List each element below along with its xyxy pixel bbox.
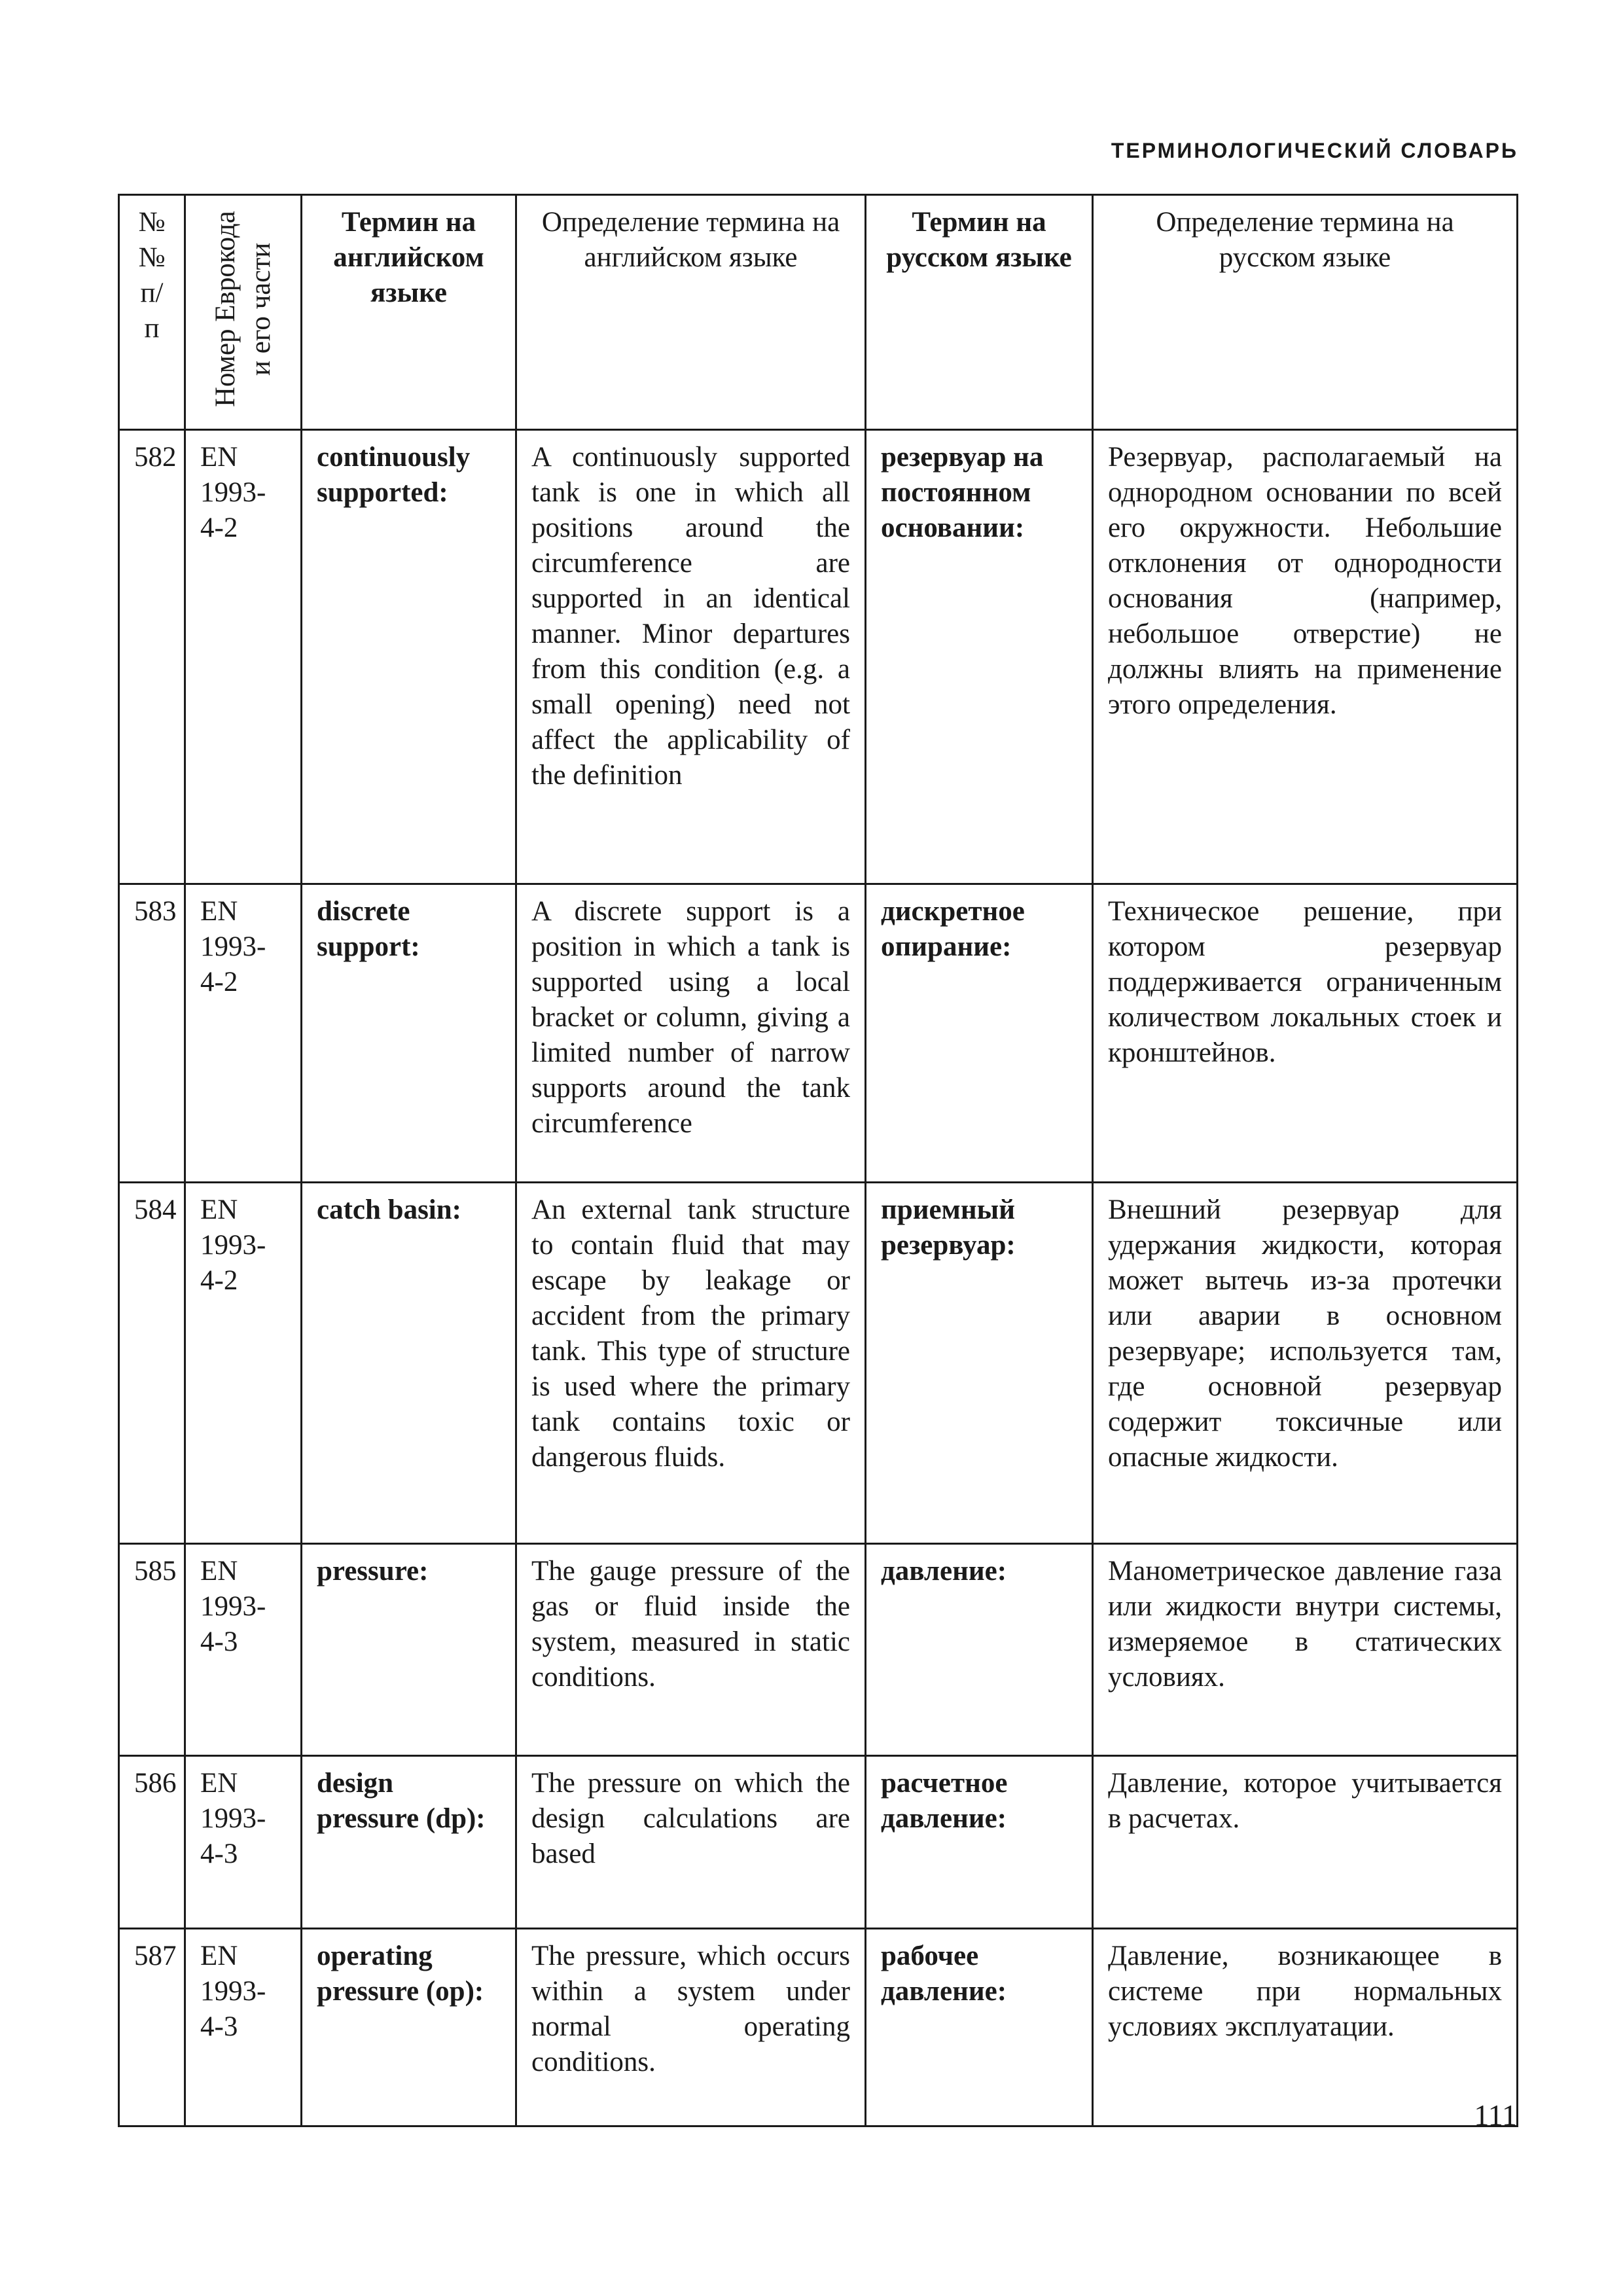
row-eurocode: EN 1993-4-3 [185, 1929, 302, 2126]
row-definition-ru: Внешний резервуар для удержания жидкости, которая может вытечь из-за протечки или аварии в основном резервуаре; используется там, где основной резервуар содержит токсичные или опасные жидкости. [1093, 1183, 1518, 1544]
running-title: ТЕРМИНОЛОГИЧЕСКИЙ СЛОВАРЬ [1111, 139, 1518, 162]
row-definition-en: An external tank structure to contain fluid that may escape by leakage or accident from the primary tank. This type of structure is used where the primary tank contains toxic or dangerous fluids. [516, 1183, 866, 1544]
row-number: 583 [119, 884, 185, 1183]
col-header-eurocode [185, 195, 302, 430]
row-term-ru: дискретное опирание: [866, 884, 1093, 1183]
col-header-definition-en: Определение термина на английском языке [516, 195, 866, 430]
row-term-ru: рабочее давление: [866, 1929, 1093, 2126]
row-definition-ru: Давление, которое учитывается в расчетах. [1093, 1756, 1518, 1929]
table-header-row [119, 195, 1518, 430]
row-definition-ru: Резервуар, располагаемый на однородном основании по всей его окружности. Небольшие отклонения от однородности основания (например, небольшое отверстие) не должны влиять на применение этого определения. [1093, 430, 1518, 884]
row-eurocode: EN 1993-4-2 [185, 884, 302, 1183]
col-header-term-ru: Термин на русском языке [866, 195, 1093, 430]
row-term-en: catch basin: [302, 1183, 516, 1544]
row-definition-en: The gauge pressure of the gas or fluid inside the system, measured in static conditions. [516, 1544, 866, 1756]
table-row [119, 1544, 1518, 1756]
row-definition-en: A discrete support is a position in which a tank is supported using a local bracket or column, giving a limited number of narrow supports around the tank circumference [516, 884, 866, 1183]
table-row [119, 1929, 1518, 2126]
col-header-term-en: Термин на английском языке [302, 195, 516, 430]
row-term-en: continuously supported: [302, 430, 516, 884]
col-header-number: №№ п/п [119, 195, 185, 430]
col-header-definition-ru: Определение термина на русском языке [1093, 195, 1518, 430]
row-term-ru: приемный резервуар: [866, 1183, 1093, 1544]
row-definition-en: A continuously supported tank is one in which all positions around the circumference are supported in an identical manner. Minor departures from this condition (e.g. a small opening) need not affect the applicability of the definition [516, 430, 866, 884]
row-term-ru: давление: [866, 1544, 1093, 1756]
row-number: 585 [119, 1544, 185, 1756]
col-header-eurocode-label: Номер Еврокода и его части [209, 211, 276, 407]
row-number: 586 [119, 1756, 185, 1929]
row-term-en: discrete support: [302, 884, 516, 1183]
row-number: 584 [119, 1183, 185, 1544]
row-term-en: pressure: [302, 1544, 516, 1756]
row-eurocode: EN 1993-4-2 [185, 430, 302, 884]
table-row [119, 1756, 1518, 1929]
row-definition-en: The pressure on which the design calculations are based [516, 1756, 866, 1929]
table-row [119, 430, 1518, 884]
row-number: 587 [119, 1929, 185, 2126]
page-number: 111 [1474, 2098, 1517, 2132]
row-term-en: operating pressure (op): [302, 1929, 516, 2126]
row-eurocode: EN 1993-4-3 [185, 1756, 302, 1929]
table-row [119, 1183, 1518, 1544]
row-term-ru: резервуар на постоянном основании: [866, 430, 1093, 884]
row-definition-ru: Техническое решение, при котором резервуар поддерживается ограниченным количеством локальных стоек и кронштейнов. [1093, 884, 1518, 1183]
row-eurocode: EN 1993-4-3 [185, 1544, 302, 1756]
row-term-ru: расчетное давление: [866, 1756, 1093, 1929]
row-number: 582 [119, 430, 185, 884]
glossary-table [118, 194, 1518, 2127]
row-eurocode: EN 1993-4-2 [185, 1183, 302, 1544]
row-term-en: design pressure (dp): [302, 1756, 516, 1929]
row-definition-ru: Давление, возникающее в системе при нормальных условиях эксплуатации. [1093, 1929, 1518, 2126]
row-definition-ru: Манометрическое давление газа или жидкости внутри системы, измеряемое в статических условиях. [1093, 1544, 1518, 1756]
table-row [119, 884, 1518, 1183]
row-definition-en: The pressure, which occurs within a system under normal operating conditions. [516, 1929, 866, 2126]
